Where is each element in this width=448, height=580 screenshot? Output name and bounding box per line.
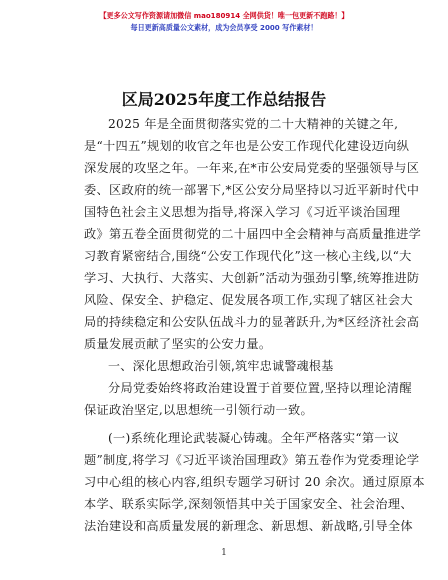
paragraph-line: 保证政治坚定,以思想统一引领行动一致。: [84, 403, 313, 417]
section-heading: 一、深化思想政治引领,筑牢忠诚警魂根基: [108, 359, 334, 373]
page-number: 1: [221, 548, 227, 558]
paragraph-line: 风险、保安全、护稳定、促发展各项工作,实现了辖区社会大: [84, 293, 413, 307]
promo-banner-line2: 每日更新高质量公文素材，成为会员享受 2000 写作素材！: [130, 23, 318, 32]
paragraph-line: 深发展的攻坚之年。一年来,在*市公安局党委的坚强领导与区: [84, 161, 420, 175]
paragraph-line: 政》第五卷全面贯彻党的二十届四中全会精神与高质量推进学: [84, 227, 422, 241]
paragraph-line: 习教育紧密结合,围绕“公安工作现代化”这一核心主线,以“大: [84, 249, 412, 263]
paragraph-line: 2025 年是全面贯彻落实党的二十大精神的关键之年,: [108, 117, 399, 131]
paragraph-line: 局的持续稳定和公安队伍战斗力的显著跃升,为*区经济社会高: [84, 315, 420, 329]
paragraph-line: 题”制度,将学习《习近平谈治国理政》第五卷作为党委理论学: [84, 453, 420, 467]
paragraph-line: 委、区政府的统一部署下,*区公安分局坚持以习近平新时代中: [84, 183, 420, 197]
paragraph-line: (一)系统化理论武装凝心铸魂。全年严格落实“第一议: [108, 431, 400, 445]
paragraph-line: 学习、大执行、大落实、大创新”活动为强劲引擎,统筹推进防: [84, 271, 420, 285]
paragraph-line: 习中心组的核心内容,组织专题学习研讨 20 余次。通过原原本: [84, 475, 425, 489]
paragraph-line: 分局党委始终将政治建设置于首要位置,坚持以理论清醒: [108, 381, 412, 395]
paragraph-line: 本学、联系实际学,深刻领悟其中关于国家安全、社会治理、: [84, 497, 413, 511]
paragraph-line: 国特色社会主义思想为指导,将深入学习《习近平谈治国理: [84, 205, 401, 219]
document-title: 区局2025年度工作总结报告: [121, 90, 327, 109]
paragraph-line: 质量发展贡献了坚实的公安力量。: [84, 337, 272, 351]
paragraph-line: 法治建设和高质量发展的新理念、新思想、新战略,引导全体: [84, 519, 413, 533]
paragraph-line: 是“十四五”规划的收官之年也是公安工作现代化建设迈向纵: [84, 139, 410, 153]
promo-banner-line1: 【更多公文写作资源请加微信 mao180914 全网供货！唯一包更新不跑路！】: [99, 11, 349, 20]
